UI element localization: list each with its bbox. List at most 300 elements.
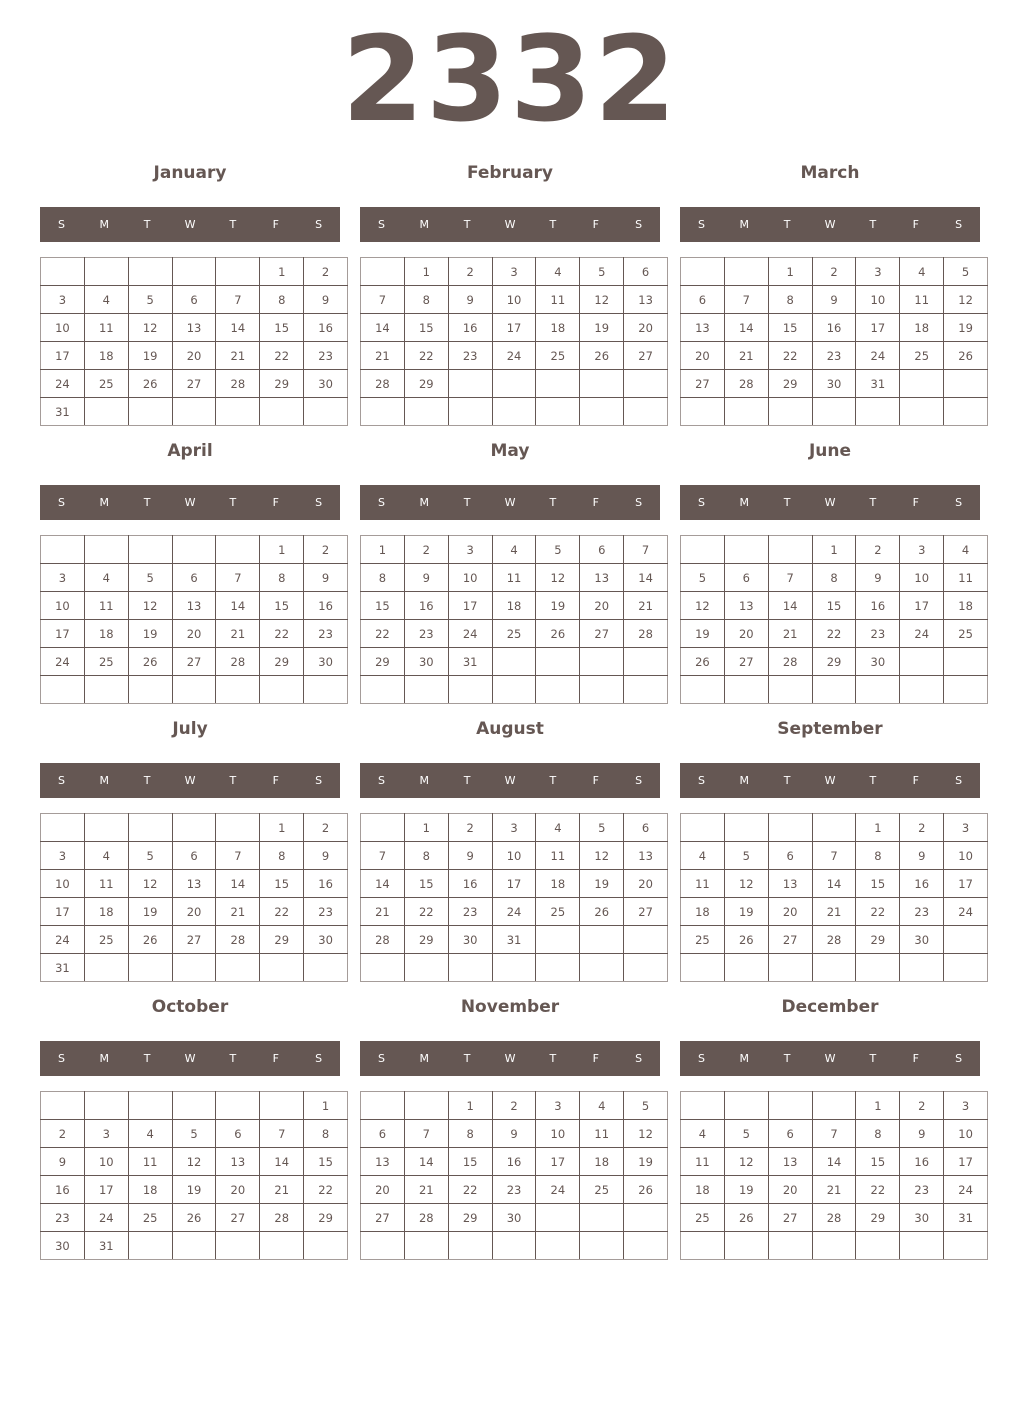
day-cell (260, 676, 304, 704)
day-cell: 10 (41, 870, 85, 898)
day-cell: 31 (944, 1204, 988, 1232)
day-cell (216, 536, 260, 564)
day-cell: 28 (812, 1204, 856, 1232)
day-cell (681, 258, 725, 286)
day-cell: 21 (624, 592, 668, 620)
day-cell: 28 (404, 1204, 448, 1232)
day-grid (680, 257, 988, 426)
day-cell: 27 (361, 1204, 405, 1232)
weekday-header (360, 763, 660, 798)
day-cell (172, 1092, 216, 1120)
day-cell: 7 (361, 842, 405, 870)
day-cell: 13 (580, 564, 624, 592)
day-cell: 9 (448, 842, 492, 870)
day-cell: 23 (448, 898, 492, 926)
day-cell (580, 1232, 624, 1260)
day-cell: 30 (304, 648, 348, 676)
week-row (681, 1148, 988, 1176)
day-cell: 16 (404, 592, 448, 620)
day-cell: 5 (944, 258, 988, 286)
day-cell: 19 (172, 1176, 216, 1204)
month-title: January (153, 163, 227, 183)
day-cell (448, 676, 492, 704)
week-row (41, 314, 348, 342)
week-row (41, 1232, 348, 1260)
day-cell: 27 (624, 898, 668, 926)
day-cell: 8 (448, 1120, 492, 1148)
weekday-label: F (272, 218, 279, 231)
day-cell: 23 (404, 620, 448, 648)
weekday-label: S (57, 496, 65, 509)
day-cell: 18 (681, 898, 725, 926)
weekday-label: T (229, 218, 237, 231)
day-cell: 20 (580, 592, 624, 620)
day-cell: 21 (216, 898, 260, 926)
day-cell: 10 (41, 314, 85, 342)
day-grid (40, 257, 348, 426)
day-cell (624, 926, 668, 954)
day-grid (360, 257, 668, 426)
day-cell: 21 (361, 898, 405, 926)
week-row (361, 926, 668, 954)
weekday-header (680, 485, 980, 520)
day-cell (260, 1092, 304, 1120)
day-cell: 6 (172, 842, 216, 870)
day-cell (304, 954, 348, 982)
weekday-label: W (504, 774, 516, 787)
day-cell (216, 676, 260, 704)
day-cell (84, 954, 128, 982)
day-cell (580, 926, 624, 954)
weekday-label: F (272, 496, 279, 509)
weekday-header (40, 485, 340, 520)
day-cell: 18 (84, 898, 128, 926)
day-cell (856, 954, 900, 982)
day-cell (536, 1204, 580, 1232)
day-cell (304, 1232, 348, 1260)
week-row (361, 676, 668, 704)
day-cell: 15 (856, 870, 900, 898)
week-row (681, 592, 988, 620)
day-cell (624, 1204, 668, 1232)
weekday-label: F (272, 1052, 279, 1065)
day-cell: 17 (944, 1148, 988, 1176)
weekday-label: T (783, 1052, 791, 1065)
day-cell (724, 676, 768, 704)
week-row (361, 842, 668, 870)
day-grid (680, 813, 988, 982)
weekday-label: S (315, 218, 323, 231)
weekday-header (360, 207, 660, 242)
day-cell (128, 814, 172, 842)
day-cell: 6 (172, 564, 216, 592)
day-cell: 28 (724, 370, 768, 398)
weekday-label: T (869, 1052, 877, 1065)
day-cell: 7 (216, 286, 260, 314)
day-cell (361, 258, 405, 286)
weekday-label: F (592, 218, 599, 231)
weekday-header (40, 207, 340, 242)
day-cell: 28 (216, 370, 260, 398)
week-row (361, 954, 668, 982)
weekday-label: T (869, 496, 877, 509)
day-cell (361, 1232, 405, 1260)
day-cell: 11 (84, 592, 128, 620)
day-cell: 16 (448, 314, 492, 342)
day-cell: 17 (448, 592, 492, 620)
weekday-label: W (504, 1052, 516, 1065)
day-cell: 17 (41, 342, 85, 370)
day-cell: 17 (84, 1176, 128, 1204)
day-cell (448, 370, 492, 398)
weekday-label: M (739, 218, 750, 231)
weekday-label: T (783, 218, 791, 231)
day-cell: 2 (856, 536, 900, 564)
day-cell: 11 (536, 842, 580, 870)
day-cell: 12 (624, 1120, 668, 1148)
day-cell: 14 (216, 314, 260, 342)
day-cell: 17 (536, 1148, 580, 1176)
day-cell (361, 814, 405, 842)
weekday-label: T (869, 774, 877, 787)
day-cell: 21 (260, 1176, 304, 1204)
day-cell: 2 (492, 1092, 536, 1120)
day-cell: 25 (84, 926, 128, 954)
day-cell: 31 (41, 398, 85, 426)
day-cell: 10 (492, 286, 536, 314)
day-cell: 12 (681, 592, 725, 620)
day-cell (404, 676, 448, 704)
weekday-label: S (635, 774, 643, 787)
day-cell: 27 (724, 648, 768, 676)
week-row (361, 398, 668, 426)
day-cell: 5 (580, 814, 624, 842)
day-cell: 20 (768, 898, 812, 926)
week-row (41, 676, 348, 704)
day-cell: 25 (128, 1204, 172, 1232)
day-cell: 3 (41, 564, 85, 592)
week-row (361, 1120, 668, 1148)
day-cell: 2 (304, 814, 348, 842)
week-row (41, 954, 348, 982)
day-cell: 29 (404, 370, 448, 398)
day-cell: 26 (580, 898, 624, 926)
day-cell (41, 814, 85, 842)
day-cell: 23 (492, 1176, 536, 1204)
weekday-label: F (592, 774, 599, 787)
day-cell: 7 (216, 842, 260, 870)
day-cell: 27 (216, 1204, 260, 1232)
weekday-label: W (184, 1052, 196, 1065)
day-cell: 13 (624, 286, 668, 314)
week-row (41, 842, 348, 870)
week-row (361, 1148, 668, 1176)
day-cell: 29 (260, 926, 304, 954)
day-cell: 16 (492, 1148, 536, 1176)
day-cell: 8 (812, 564, 856, 592)
week-row (681, 620, 988, 648)
day-cell: 2 (304, 258, 348, 286)
weekday-label: F (912, 774, 919, 787)
day-cell: 4 (84, 564, 128, 592)
weekday-label: S (697, 218, 705, 231)
weekday-label: S (955, 496, 963, 509)
day-cell (944, 370, 988, 398)
week-row (681, 286, 988, 314)
day-cell (812, 1092, 856, 1120)
day-cell: 4 (944, 536, 988, 564)
day-cell: 19 (128, 342, 172, 370)
day-cell: 13 (724, 592, 768, 620)
day-cell: 21 (768, 620, 812, 648)
day-cell: 9 (856, 564, 900, 592)
day-cell: 1 (260, 258, 304, 286)
day-cell: 27 (172, 926, 216, 954)
week-row (361, 1204, 668, 1232)
day-cell: 12 (944, 286, 988, 314)
day-cell: 28 (361, 926, 405, 954)
day-cell: 10 (536, 1120, 580, 1148)
day-cell (580, 1204, 624, 1232)
day-cell: 24 (84, 1204, 128, 1232)
weekday-label: W (184, 774, 196, 787)
day-cell: 20 (216, 1176, 260, 1204)
weekday-label: W (824, 1052, 836, 1065)
day-cell: 20 (361, 1176, 405, 1204)
day-cell: 26 (172, 1204, 216, 1232)
day-cell: 9 (448, 286, 492, 314)
day-cell: 20 (681, 342, 725, 370)
day-cell: 23 (304, 898, 348, 926)
day-cell: 7 (361, 286, 405, 314)
week-row (41, 1204, 348, 1232)
day-cell: 27 (172, 648, 216, 676)
week-row (681, 314, 988, 342)
day-cell: 3 (536, 1092, 580, 1120)
day-cell: 19 (580, 314, 624, 342)
weekday-label: W (824, 496, 836, 509)
week-row (361, 592, 668, 620)
day-cell: 28 (768, 648, 812, 676)
day-cell (681, 954, 725, 982)
day-cell: 2 (448, 814, 492, 842)
day-cell: 15 (404, 870, 448, 898)
day-cell (172, 954, 216, 982)
day-cell (944, 398, 988, 426)
day-cell: 1 (404, 258, 448, 286)
day-cell: 18 (536, 314, 580, 342)
weekday-label: M (739, 496, 750, 509)
day-cell (492, 676, 536, 704)
day-cell: 2 (41, 1120, 85, 1148)
day-cell: 26 (128, 370, 172, 398)
day-cell: 19 (128, 898, 172, 926)
day-cell (536, 926, 580, 954)
weekday-header (40, 763, 340, 798)
day-cell: 10 (944, 1120, 988, 1148)
weekday-label: S (377, 774, 385, 787)
weekday-label: T (143, 496, 151, 509)
week-row (41, 814, 348, 842)
day-cell: 12 (536, 564, 580, 592)
day-cell: 18 (84, 620, 128, 648)
day-cell: 2 (448, 258, 492, 286)
day-cell: 15 (361, 592, 405, 620)
day-cell (768, 536, 812, 564)
day-cell: 16 (304, 870, 348, 898)
week-row (681, 1204, 988, 1232)
day-cell: 3 (41, 842, 85, 870)
day-cell: 8 (304, 1120, 348, 1148)
day-cell (128, 258, 172, 286)
day-cell: 7 (768, 564, 812, 592)
day-cell: 22 (404, 898, 448, 926)
day-cell: 28 (812, 926, 856, 954)
weekday-header (40, 1041, 340, 1076)
day-cell: 29 (856, 1204, 900, 1232)
day-cell (172, 676, 216, 704)
day-cell: 8 (404, 842, 448, 870)
day-cell (768, 398, 812, 426)
day-cell: 27 (172, 370, 216, 398)
weekday-header (680, 763, 980, 798)
week-row (361, 620, 668, 648)
week-row (361, 536, 668, 564)
day-cell: 13 (172, 870, 216, 898)
day-cell (128, 954, 172, 982)
day-cell: 19 (724, 1176, 768, 1204)
day-cell: 7 (812, 842, 856, 870)
day-cell (724, 1092, 768, 1120)
week-row (41, 398, 348, 426)
day-cell (580, 370, 624, 398)
day-cell: 6 (681, 286, 725, 314)
day-cell: 9 (900, 1120, 944, 1148)
day-cell: 22 (768, 342, 812, 370)
day-cell: 5 (172, 1120, 216, 1148)
day-cell: 5 (580, 258, 624, 286)
day-cell: 26 (724, 926, 768, 954)
day-cell: 26 (724, 1204, 768, 1232)
day-cell: 24 (536, 1176, 580, 1204)
day-cell (681, 1092, 725, 1120)
day-cell (944, 648, 988, 676)
weekday-label: S (635, 218, 643, 231)
day-cell (172, 814, 216, 842)
day-cell: 18 (944, 592, 988, 620)
weekday-label: F (912, 496, 919, 509)
weekday-label: T (143, 1052, 151, 1065)
day-cell (812, 954, 856, 982)
day-cell (580, 954, 624, 982)
day-cell: 28 (216, 926, 260, 954)
day-cell (724, 536, 768, 564)
month-title: May (490, 441, 530, 461)
weekday-label: T (783, 496, 791, 509)
day-cell (404, 1232, 448, 1260)
week-row (41, 370, 348, 398)
weekday-label: T (463, 496, 471, 509)
week-row (41, 342, 348, 370)
day-cell: 19 (128, 620, 172, 648)
week-row (681, 648, 988, 676)
weekday-header (360, 1041, 660, 1076)
day-cell: 23 (900, 898, 944, 926)
day-cell: 21 (361, 342, 405, 370)
day-cell: 24 (944, 898, 988, 926)
day-cell: 11 (84, 314, 128, 342)
day-cell: 12 (580, 286, 624, 314)
day-cell (41, 258, 85, 286)
day-cell (216, 398, 260, 426)
day-cell: 14 (624, 564, 668, 592)
day-cell: 30 (900, 1204, 944, 1232)
week-row (681, 258, 988, 286)
week-row (361, 870, 668, 898)
day-cell: 15 (304, 1148, 348, 1176)
day-cell: 24 (492, 898, 536, 926)
weekday-label: M (419, 218, 430, 231)
day-cell (536, 954, 580, 982)
day-cell: 14 (216, 870, 260, 898)
month-title: August (476, 719, 544, 739)
day-cell: 9 (492, 1120, 536, 1148)
day-cell (900, 648, 944, 676)
day-cell (944, 926, 988, 954)
day-cell (812, 1232, 856, 1260)
day-cell: 13 (624, 842, 668, 870)
day-cell (536, 1232, 580, 1260)
day-cell: 22 (812, 620, 856, 648)
week-row (41, 1120, 348, 1148)
day-cell: 4 (536, 814, 580, 842)
day-cell: 25 (900, 342, 944, 370)
day-cell (172, 398, 216, 426)
day-cell: 29 (856, 926, 900, 954)
day-cell: 8 (404, 286, 448, 314)
weekday-label: M (739, 1052, 750, 1065)
day-cell: 17 (41, 898, 85, 926)
day-cell: 8 (260, 564, 304, 592)
week-row (41, 1148, 348, 1176)
day-cell: 13 (768, 870, 812, 898)
day-cell (492, 398, 536, 426)
day-cell: 20 (624, 870, 668, 898)
day-grid (680, 535, 988, 704)
day-cell (84, 398, 128, 426)
day-cell (944, 676, 988, 704)
day-cell: 14 (724, 314, 768, 342)
weekday-label: T (869, 218, 877, 231)
day-cell (216, 1232, 260, 1260)
weekday-label: M (419, 774, 430, 787)
day-cell (260, 1232, 304, 1260)
day-cell: 24 (856, 342, 900, 370)
day-cell: 22 (856, 898, 900, 926)
day-cell (536, 648, 580, 676)
day-cell (84, 258, 128, 286)
weekday-label: T (549, 496, 557, 509)
day-cell (856, 1232, 900, 1260)
day-cell: 5 (128, 842, 172, 870)
day-cell (624, 370, 668, 398)
day-cell: 13 (172, 592, 216, 620)
week-row (41, 1092, 348, 1120)
day-cell: 15 (812, 592, 856, 620)
weekday-label: S (955, 218, 963, 231)
day-cell: 11 (681, 1148, 725, 1176)
week-row (681, 954, 988, 982)
